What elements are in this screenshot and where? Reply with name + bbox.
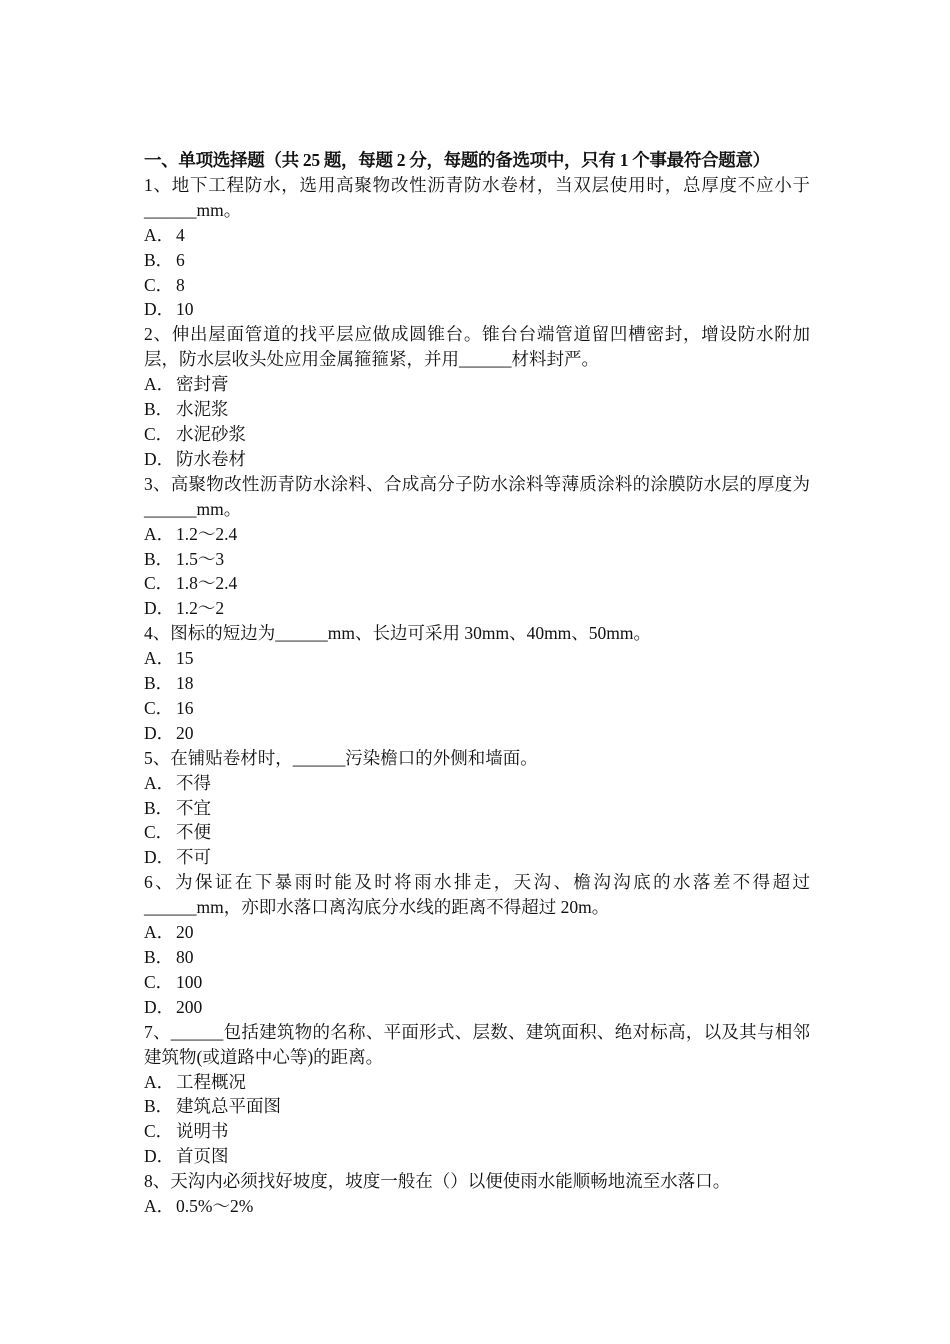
option-letter: A． xyxy=(144,374,175,395)
option-text: 不宜 xyxy=(176,797,211,818)
option-b xyxy=(144,1094,810,1119)
option-c xyxy=(144,273,810,298)
option-letter: D． xyxy=(144,448,175,469)
question-2 xyxy=(144,322,810,471)
question-text: 4、图标的短边为______mm、长边可采用 30mm、40mm、50mm。 xyxy=(144,623,652,644)
option-text: 工程概况 xyxy=(176,1071,246,1092)
option-letter: A． xyxy=(144,772,175,793)
option-b xyxy=(144,945,810,970)
option-b xyxy=(144,547,810,572)
option-b xyxy=(144,796,810,821)
option-d xyxy=(144,721,810,746)
option-text: 80 xyxy=(176,947,194,967)
option-letter: B． xyxy=(144,673,174,694)
option-a xyxy=(144,522,810,547)
option-letter: D． xyxy=(144,722,175,743)
option-text: 1.5～3 xyxy=(176,548,225,569)
question-5 xyxy=(144,746,810,871)
question-1 xyxy=(144,173,810,322)
question-4 xyxy=(144,621,810,746)
document-page xyxy=(144,148,810,1219)
option-letter: C． xyxy=(144,423,174,444)
option-letter: B． xyxy=(144,249,174,270)
option-letter: B． xyxy=(144,1096,174,1117)
option-text: 水泥浆 xyxy=(176,399,229,420)
option-letter: D． xyxy=(144,847,175,868)
option-text: 说明书 xyxy=(176,1121,229,1142)
option-letter: A． xyxy=(144,224,175,245)
option-text: 首页图 xyxy=(176,1146,229,1167)
option-text: 8 xyxy=(176,274,185,295)
option-text: 200 xyxy=(176,996,203,1017)
question-text: 2、伸出屋面管道的找平层应做成圆锥台。锥台台端管道留凹槽密封，增设防水附加层，防水层收头处应用金属箍箍紧，并用______材料封严。 xyxy=(144,324,810,370)
option-letter: B． xyxy=(144,548,174,569)
option-a xyxy=(144,646,810,671)
option-text: 15 xyxy=(176,648,194,669)
question-6 xyxy=(144,870,810,1019)
option-d xyxy=(144,995,810,1020)
option-c xyxy=(144,970,810,995)
option-letter: C． xyxy=(144,822,174,843)
option-a xyxy=(144,1194,810,1219)
option-text: 不得 xyxy=(176,772,211,793)
question-text: 7、______包括建筑物的名称、平面形式、层数、建筑面积、绝对标高，以及其与相邻建筑物(或道路中心等)的距离。 xyxy=(144,1021,810,1067)
option-a xyxy=(144,372,810,397)
option-text: 不便 xyxy=(176,822,211,843)
option-c xyxy=(144,696,810,721)
option-a xyxy=(144,1070,810,1095)
option-text: 1.2～2 xyxy=(176,598,225,619)
option-text: 16 xyxy=(176,697,194,718)
option-letter: C． xyxy=(144,697,174,718)
option-d xyxy=(144,1144,810,1169)
option-letter: C． xyxy=(144,1121,174,1142)
option-text: 20 xyxy=(176,722,194,743)
option-c xyxy=(144,820,810,845)
option-b xyxy=(144,671,810,696)
option-letter: D． xyxy=(144,1146,175,1167)
option-letter: B． xyxy=(144,947,174,967)
option-b xyxy=(144,397,810,422)
question-3 xyxy=(144,472,810,621)
option-letter: A． xyxy=(144,523,175,544)
option-c xyxy=(144,422,810,447)
option-text: 100 xyxy=(176,971,203,992)
question-text: 5、在铺贴卷材时，______污染檐口的外侧和墙面。 xyxy=(144,747,538,768)
option-text: 20 xyxy=(176,922,194,943)
option-text: 6 xyxy=(176,249,185,270)
question-7 xyxy=(144,1020,810,1169)
section-heading: 一、单项选择题（共 25 题，每题 2 分，每题的备选项中，只有 1 个事最符合题意） xyxy=(144,150,770,170)
question-8 xyxy=(144,1169,810,1219)
option-b xyxy=(144,248,810,273)
option-letter: A． xyxy=(144,1071,175,1092)
option-text: 10 xyxy=(176,299,194,320)
option-a xyxy=(144,771,810,796)
option-text: 0.5%～2% xyxy=(176,1196,254,1217)
option-text: 1.8～2.4 xyxy=(176,573,238,594)
option-letter: C． xyxy=(144,274,174,295)
option-d xyxy=(144,447,810,472)
option-text: 建筑总平面图 xyxy=(176,1096,281,1117)
option-letter: C． xyxy=(144,971,174,992)
option-letter: B． xyxy=(144,797,174,818)
option-letter: B． xyxy=(144,399,174,420)
option-text: 不可 xyxy=(176,847,211,868)
option-letter: D． xyxy=(144,299,175,320)
option-c xyxy=(144,571,810,596)
question-text: 1、地下工程防水，选用高聚物改性沥青防水卷材，当双层使用时，总厚度不应小于______mm。 xyxy=(144,174,810,220)
option-letter: D． xyxy=(144,996,175,1017)
option-letter: A． xyxy=(144,1196,175,1217)
option-d xyxy=(144,297,810,322)
option-letter: C． xyxy=(144,573,174,594)
option-a xyxy=(144,223,810,248)
option-text: 密封膏 xyxy=(176,374,229,395)
option-text: 18 xyxy=(176,673,194,694)
option-letter: D． xyxy=(144,598,175,619)
option-letter: A． xyxy=(144,922,175,943)
question-text: 6、为保证在下暴雨时能及时将雨水排走，天沟、檐沟沟底的水落差不得超过______mm，亦即水落口离沟底分水线的距离不得超过 20m。 xyxy=(144,872,810,918)
option-text: 水泥砂浆 xyxy=(176,423,246,444)
question-text: 8、天沟内必须找好坡度，坡度一般在（）以便使雨水能顺畅地流至水落口。 xyxy=(144,1171,731,1192)
option-d xyxy=(144,596,810,621)
option-a xyxy=(144,920,810,945)
option-c xyxy=(144,1119,810,1144)
option-letter: A． xyxy=(144,648,175,669)
option-text: 防水卷材 xyxy=(176,448,246,469)
option-text: 1.2～2.4 xyxy=(176,523,238,544)
option-d xyxy=(144,845,810,870)
option-text: 4 xyxy=(176,224,185,245)
question-text: 3、高聚物改性沥青防水涂料、合成高分子防水涂料等薄质涂料的涂膜防水层的厚度为______mm。 xyxy=(144,473,810,519)
